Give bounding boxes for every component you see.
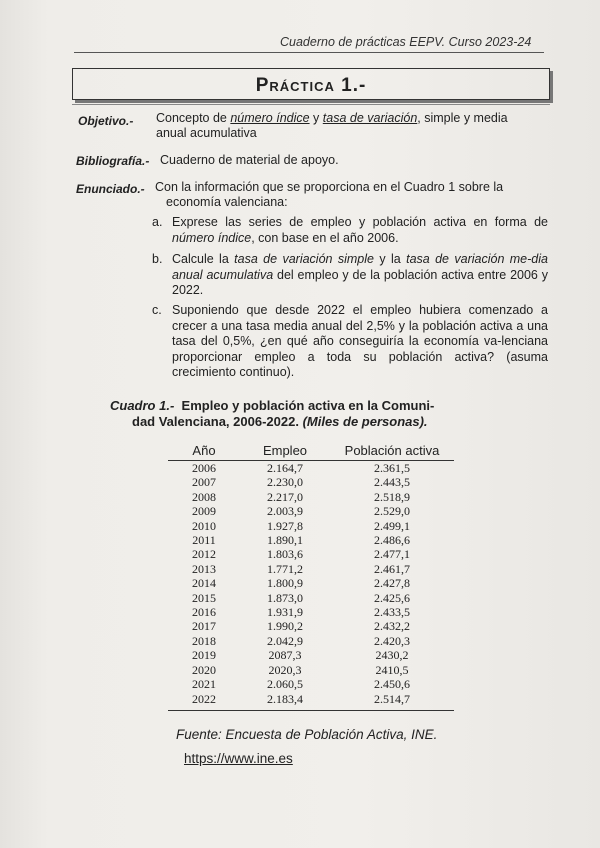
cell-active-population: 2.461,7 — [374, 561, 410, 576]
table-caption-line2: dad Valenciana, 2006-2022. — [132, 414, 303, 429]
cell-employment: 1.771,2 — [267, 561, 303, 576]
enunciado-label: Enunciado.- — [76, 182, 145, 196]
cell-year: 2017 — [192, 619, 216, 634]
table-row — [168, 591, 454, 605]
cell-active-population: 2410,5 — [375, 662, 409, 677]
table-row — [168, 475, 454, 489]
cell-employment: 1.927,8 — [267, 518, 303, 533]
cell-employment: 2.164,7 — [267, 461, 303, 475]
cell-year: 2014 — [192, 576, 216, 591]
cell-year: 2010 — [192, 518, 216, 533]
enunciado-line2: economía valenciana: — [166, 195, 288, 209]
item-b-term1: tasa de variación simple — [234, 252, 374, 266]
cell-active-population: 2.420,3 — [374, 633, 410, 648]
cell-year: 2018 — [192, 633, 216, 648]
cell-year: 2020 — [192, 662, 216, 677]
enunciado-line1: Con la información que se proporciona en el Cuadro 1 sobre la — [155, 180, 504, 194]
cell-employment: 2.003,9 — [267, 504, 303, 519]
cell-year: 2011 — [192, 533, 216, 548]
cell-year: 2006 — [192, 461, 216, 475]
table-row — [168, 634, 454, 648]
item-a-marker: a. — [152, 215, 163, 229]
table-row — [168, 648, 454, 662]
objetivo-text — [156, 111, 556, 141]
table-row — [168, 663, 454, 677]
item-a-term: número índice — [172, 230, 252, 245]
cell-active-population: 2.486,6 — [374, 533, 410, 548]
table-row — [168, 519, 454, 533]
cell-employment: 2.060,5 — [267, 677, 303, 692]
bibliografia-label: Bibliografía.- — [76, 154, 150, 168]
cell-employment: 1.803,6 — [267, 547, 303, 562]
table-body — [168, 461, 454, 711]
cell-active-population: 2.518,9 — [374, 489, 410, 504]
objetivo-label: Objetivo.- — [78, 114, 134, 128]
table-row — [168, 547, 454, 561]
cell-year: 2016 — [192, 605, 216, 620]
objetivo-line2: anual acumulativa — [156, 126, 257, 140]
cell-year: 2012 — [192, 547, 216, 562]
cell-active-population: 2.425,6 — [374, 590, 410, 605]
table-row — [168, 692, 454, 711]
item-c-marker: c. — [152, 303, 162, 317]
divider — [72, 104, 550, 105]
cell-employment: 2.183,4 — [240, 692, 330, 711]
cell-active-population: 2.477,1 — [374, 547, 410, 562]
item-b-marker: b. — [152, 252, 163, 266]
cell-active-population: 2.361,5 — [374, 461, 410, 475]
table-source: Fuente: Encuesta de Población Activa, INE. — [176, 727, 438, 742]
table-caption-label: Cuadro 1.- — [110, 398, 175, 413]
cell-year: 2007 — [192, 475, 216, 490]
cell-employment: 1.873,0 — [267, 590, 303, 605]
cell-year: 2022 — [168, 692, 240, 711]
title-box — [72, 68, 550, 100]
cell-employment: 2.042,9 — [267, 633, 303, 648]
cell-employment: 2020,3 — [268, 662, 302, 677]
table-caption — [110, 398, 460, 430]
cell-active-population: 2.529,0 — [374, 504, 410, 519]
item-b — [172, 252, 548, 299]
cell-employment: 1.890,1 — [267, 533, 303, 548]
table-row — [168, 533, 454, 547]
term-numero-indice: número índice — [230, 111, 310, 125]
item-a-text: Exprese las series de empleo y población activa en forma de — [172, 215, 548, 229]
item-b-text-mid: y la — [373, 252, 407, 266]
bibliografia-text: Cuaderno de material de apoyo. — [160, 153, 339, 167]
cell-year: 2009 — [192, 504, 216, 519]
cell-active-population: 2.499,1 — [374, 518, 410, 533]
cell-employment: 2.217,0 — [267, 489, 303, 504]
cell-employment: 1.931,9 — [267, 605, 303, 620]
table-row — [168, 461, 454, 476]
cell-employment: 1.800,9 — [267, 576, 303, 591]
cell-active-population: 2.432,2 — [374, 619, 410, 634]
header-rule — [74, 52, 544, 53]
cell-active-population: 2.433,5 — [374, 605, 410, 620]
column-header-employment: Empleo — [240, 442, 330, 461]
item-c — [172, 303, 548, 381]
data-table — [168, 442, 454, 711]
item-b-text-end: del empleo y de la población activa entre 2006 y 2022. — [172, 267, 548, 297]
cell-active-population: 2.427,8 — [374, 576, 410, 591]
source-link[interactable]: https://www.ine.es — [184, 751, 293, 766]
column-header-year: Año — [168, 442, 240, 461]
item-b-term2: tasa de variación me-dia anual acumulativa — [172, 252, 548, 282]
table-row — [168, 576, 454, 590]
table-row — [168, 490, 454, 504]
cell-active-population: 2.450,6 — [374, 677, 410, 692]
table-row — [168, 504, 454, 518]
cell-year: 2015 — [192, 590, 216, 605]
cell-active-population: 2.443,5 — [374, 475, 410, 490]
cell-employment: 2087,3 — [268, 648, 302, 663]
cell-employment: 1.990,2 — [267, 619, 303, 634]
table-caption-units: (Miles de personas). — [302, 414, 428, 429]
table-row — [168, 605, 454, 619]
item-c-text: Suponiendo que desde 2022 el empleo hubiera comenzado a crecer a una tasa media anual del 2,5% y la población activa a una tasa del 0,5%, ¿en qué año conseguiría la economía va-lenciana proporcionar empleo a toda su población activa? (asuma crecimiento continuo). — [172, 303, 548, 379]
table-caption-line1: Empleo y población activa en la Comuni- — [181, 398, 435, 413]
item-a — [172, 215, 548, 246]
cell-year: 2019 — [192, 648, 216, 663]
cell-year: 2008 — [192, 489, 216, 504]
item-b-text: Calcule la — [172, 252, 235, 266]
table-row — [168, 562, 454, 576]
item-a-text-end: , con base en el año 2006. — [251, 230, 399, 245]
term-tasa-variacion: tasa de variación — [322, 111, 418, 125]
cell-year: 2013 — [192, 561, 216, 576]
cell-employment: 2.230,0 — [267, 475, 303, 490]
table-row — [168, 677, 454, 691]
cell-year: 2021 — [192, 677, 216, 692]
objetivo-post: , simple y media — [417, 111, 508, 125]
cell-active-population: 2430,2 — [375, 648, 409, 663]
table-header-row — [168, 442, 454, 461]
table-row — [168, 619, 454, 633]
running-header: Cuaderno de prácticas EEPV. Curso 2023-24 — [280, 35, 532, 49]
column-header-active-population: Población activa — [330, 442, 454, 461]
practice-title: Práctica 1.- — [255, 75, 367, 96]
cell-active-population: 2.514,7 — [330, 692, 454, 711]
objetivo-mid: y — [309, 111, 323, 125]
objetivo-pre: Concepto de — [156, 111, 231, 125]
